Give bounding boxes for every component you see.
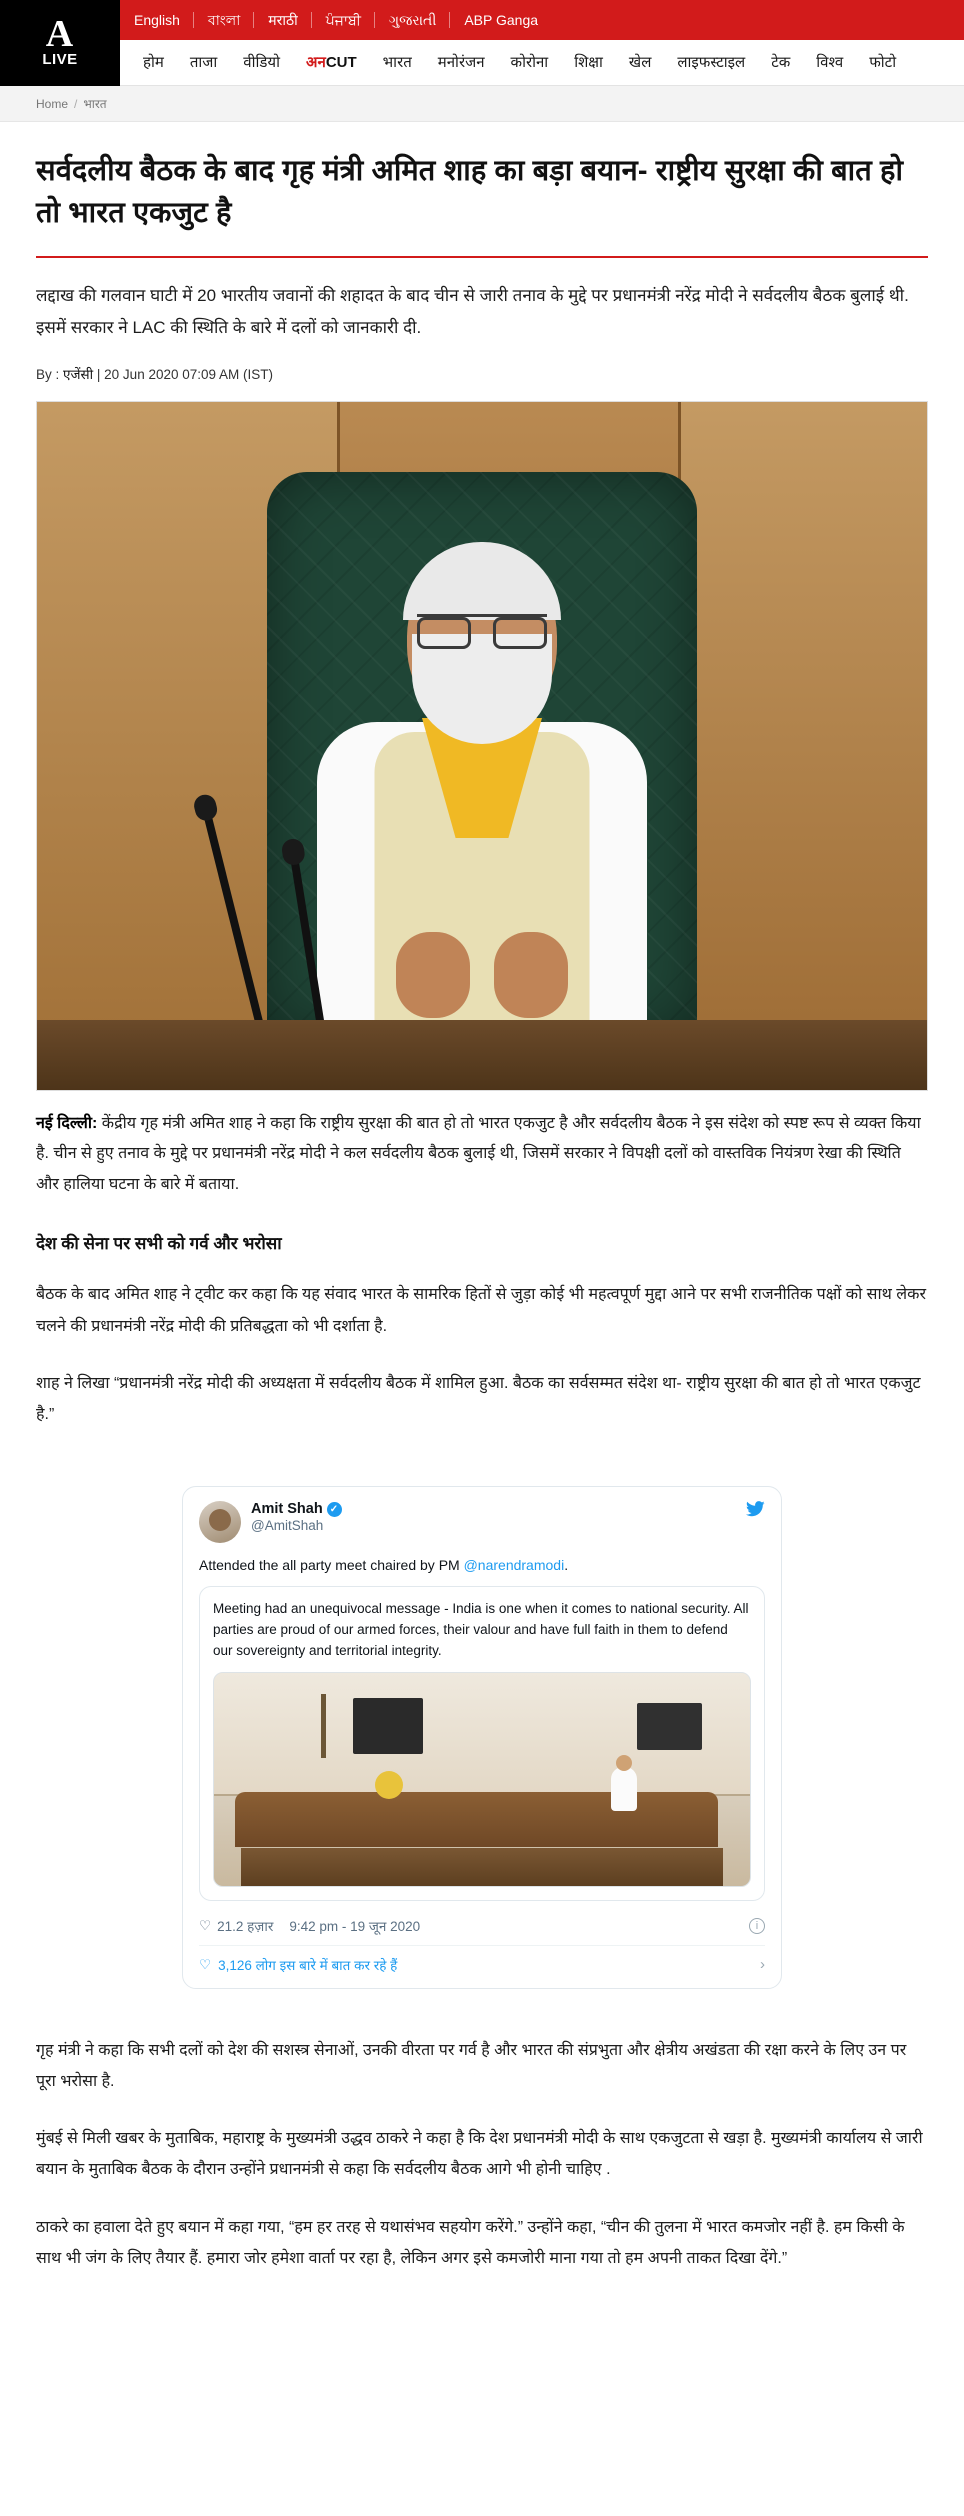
- tweet-quoted-card[interactable]: [199, 1586, 765, 1901]
- tweet-reply-count: 3,126 लोग इस बारे में बात कर रहे हैं: [218, 1957, 398, 1973]
- logo-secondary-text: LIVE: [42, 51, 78, 68]
- language-item-punjabi[interactable]: ਪੰਜਾਬੀ: [312, 0, 375, 40]
- article-paragraph-3: शाह ने लिखा “प्रधानमंत्री नरेंद्र मोदी की अध्यक्षता में सर्वदलीय बैठक में शामिल हुआ. बैठक का सर्वसम्मत संदेश था- राष्ट्रीय सुरक्षा की बात हो तो भारत एकजुट है.”: [36, 1374, 921, 1423]
- nav-item-manoranjan[interactable]: मनोरंजन: [437, 53, 485, 71]
- hero-person-glasses: [417, 614, 547, 640]
- hero-person-hand-left: [396, 932, 470, 1018]
- tweet-display-name[interactable]: Amit Shah: [251, 1501, 323, 1518]
- abp-live-logo[interactable]: [0, 0, 120, 86]
- language-item-gujarati[interactable]: ગુજરાતી: [375, 0, 450, 40]
- tweet-text: [199, 1555, 765, 1576]
- verified-badge-icon: [327, 1502, 342, 1517]
- reply-bubble-icon[interactable]: ♡: [199, 1956, 212, 1972]
- nav-item-bharat[interactable]: भारत: [382, 53, 412, 71]
- logo-primary-text: A: [45, 13, 75, 55]
- byline: [36, 365, 928, 383]
- language-item-abp-ganga[interactable]: ABP Ganga: [464, 12, 539, 28]
- article-paragraph-5: मुंबई से मिली खबर के मुताबिक, महाराष्ट्र के मुख्यमंत्री उद्धव ठाकरे ने कहा है कि देश प्रधानमंत्री मोदी के साथ एकजुटता से खड़ा है. मुख्यमंत्री कार्यालय से जारी बयान के मुताबिक बैठक के दौरान उन्होंने प्रधानमंत्री से कहा कि सर्वदलीय बैठक आगे भी होनी चाहिए .: [36, 2130, 923, 2179]
- tweet-card[interactable]: [182, 1486, 782, 1989]
- tweet-author-block: [251, 1501, 746, 1533]
- tweet-photo-screen-right: [637, 1703, 701, 1750]
- article-paragraph-4: गृह मंत्री ने कहा कि सभी दलों को देश की सशस्त्र सेनाओं, उनकी वीरता पर गर्व है और भारत की संप्रभुता और क्षेत्रीय अखंडता की रक्षा करने के लिए उन पर पूरा भरोसा है.: [36, 2041, 907, 2091]
- avatar[interactable]: [199, 1501, 241, 1543]
- breadcrumb-current[interactable]: भारत: [83, 97, 107, 111]
- site-header: [0, 0, 964, 86]
- article-lead-paragraph: [36, 1109, 928, 1200]
- tweet-text-suffix: .: [564, 1557, 569, 1574]
- nav-item-corona[interactable]: कोरोना: [510, 53, 549, 71]
- article-paragraph-2: बैठक के बाद अमित शाह ने ट्वीट कर कहा कि यह संवाद भारत के सामरिक हितों से जुड़ा कोई भी महत्वपूर्ण मुद्दा आने पर सभी राजनीतिक पक्षों को साथ लेकर चलने की प्रधानमंत्री नरेंद्र मोदी की प्रतिबद्धता को भी दर्शाता है.: [36, 1286, 926, 1335]
- nav-item-shiksha[interactable]: शिक्षा: [574, 53, 603, 71]
- title-divider: [36, 256, 928, 258]
- tweet-timestamp: 9:42 pm - 19 जून 2020: [289, 1918, 421, 1934]
- twitter-bird-icon[interactable]: [746, 1501, 765, 1520]
- breadcrumb-home[interactable]: Home: [36, 97, 69, 111]
- language-item-marathi[interactable]: मराठी: [254, 0, 311, 40]
- tweet-photo-screen-left: [353, 1698, 423, 1753]
- tweet-display-name-row: [251, 1501, 746, 1517]
- breadcrumb: [0, 86, 964, 122]
- byline-author[interactable]: एजेंसी: [63, 366, 94, 382]
- article-standfirst: लद्दाख की गलवान घाटी में 20 भारतीय जवानों की शहादत के बाद चीन से जारी तनाव के मुद्दे पर प्रधानमंत्री नरेंद्र मोदी ने सर्वदलीय बैठक बुलाई थी. इसमें सरकार ने LAC की स्थिति के बारे में दलों को जानकारी दी.: [36, 286, 909, 337]
- chevron-right-icon[interactable]: ›: [760, 1956, 765, 1974]
- tweet-like-count: 21.2 हज़ार: [217, 1918, 274, 1934]
- lead-paragraph-text: केंद्रीय गृह मंत्री अमित शाह ने कहा कि राष्ट्रीय सुरक्षा की बात हो तो भारत एकजुट है और सर्वदलीय बैठक ने इस संदेश को स्पष्ट रूप से व्यक्त किया है. चीन से हुए तनाव के मुद्दे पर प्रधानमंत्री नरेंद्र मोदी ने कल सर्वदलीय बैठक बुलाई थी, जिसमें सरकार ने विपक्षी दलों को वास्तविक नियंत्रण रेखा की स्थिति और हालिया घटना के बारे में बताया.: [36, 1114, 921, 1193]
- nav-item-home[interactable]: होम: [143, 53, 164, 71]
- nav-item-taaza[interactable]: ताजा: [189, 53, 218, 71]
- article-subheading: देश की सेना पर सभी को गर्व और भरोसा: [36, 1234, 282, 1254]
- tweet-photo-flower-arrangement: [375, 1771, 403, 1799]
- tweet-photo-flag: [321, 1694, 326, 1758]
- tweet-handle[interactable]: @AmitShah: [251, 1518, 324, 1534]
- embedded-tweet-container: [36, 1486, 928, 1989]
- article-paragraph-6: ठाकरे का हवाला देते हुए बयान में कहा गया, “हम हर तरह से यथासंभव सहयोग करेंगे.” उन्होंने कहा, “चीन की तुलना में भारत कमजोर नहीं है. हम किसी के साथ भी जंग के लिए तैयार हैं. हमारा जोर हमेशा वार्ता पर रहा है, लेकिन अगर इसे कमजोरी माना गया तो हम अपनी ताकत दिखा देंगे.”: [36, 2218, 905, 2267]
- tweet-header: [199, 1501, 765, 1543]
- tweet-photo-seated-person: [611, 1767, 637, 1811]
- hero-desk: [37, 1020, 927, 1090]
- byline-date: | 20 Jun 2020 07:09 AM (IST): [96, 366, 274, 382]
- article-hero-image: [36, 401, 928, 1091]
- nav-item-khel[interactable]: खेल: [628, 53, 652, 71]
- tweet-mention-link[interactable]: @narendramodi: [463, 1557, 565, 1574]
- tweet-photo-conference-table: [235, 1792, 717, 1847]
- main-navigation: [0, 40, 964, 86]
- language-item-bangla[interactable]: বাংলা: [194, 0, 254, 40]
- nav-item-lifestyle[interactable]: लाइफस्टाइल: [677, 53, 746, 71]
- nav-item-photo[interactable]: फोटो: [869, 53, 897, 71]
- page-title: सर्वदलीय बैठक के बाद गृह मंत्री अमित शाह का बड़ा बयान- राष्ट्रीय सुरक्षा की बात हो तो भारत एकजुट है: [36, 155, 904, 230]
- dateline: नई दिल्ली:: [36, 1114, 98, 1132]
- language-item-english[interactable]: English: [120, 0, 194, 40]
- nav-item-tech[interactable]: टेक: [771, 53, 791, 71]
- tweet-replies-row[interactable]: [199, 1946, 765, 1980]
- byline-prefix: By :: [36, 366, 60, 382]
- nav-uncut-suffix: CUT: [325, 53, 357, 71]
- hero-wall-panel-right: [678, 402, 927, 1090]
- article-body: [0, 122, 964, 2338]
- breadcrumb-separator: /: [74, 97, 78, 111]
- heart-icon[interactable]: ♡: [199, 1917, 212, 1933]
- info-icon[interactable]: i: [749, 1918, 765, 1934]
- tweet-text-prefix: Attended the all party meet chaired by PM: [199, 1557, 464, 1574]
- nav-item-uncut[interactable]: [293, 40, 370, 86]
- language-bar: [0, 0, 964, 40]
- language-list: [120, 0, 552, 40]
- tweet-metrics-row: [199, 1913, 765, 1946]
- tweet-quoted-text: Meeting had an unequivocal message - India is one when it comes to national security. All parties are proud of our armed forces, their valour and have full faith in them to defend our sovereignty and territorial integrity.: [213, 1601, 749, 1658]
- nav-item-video[interactable]: वीडियो: [243, 53, 281, 71]
- tweet-embedded-photo[interactable]: [213, 1672, 751, 1887]
- nav-uncut-prefix: अन: [306, 53, 326, 71]
- nav-item-vishwa[interactable]: विश्व: [816, 53, 844, 71]
- hero-person-hand-right: [494, 932, 568, 1018]
- tweet-photo-chairs: [241, 1848, 723, 1886]
